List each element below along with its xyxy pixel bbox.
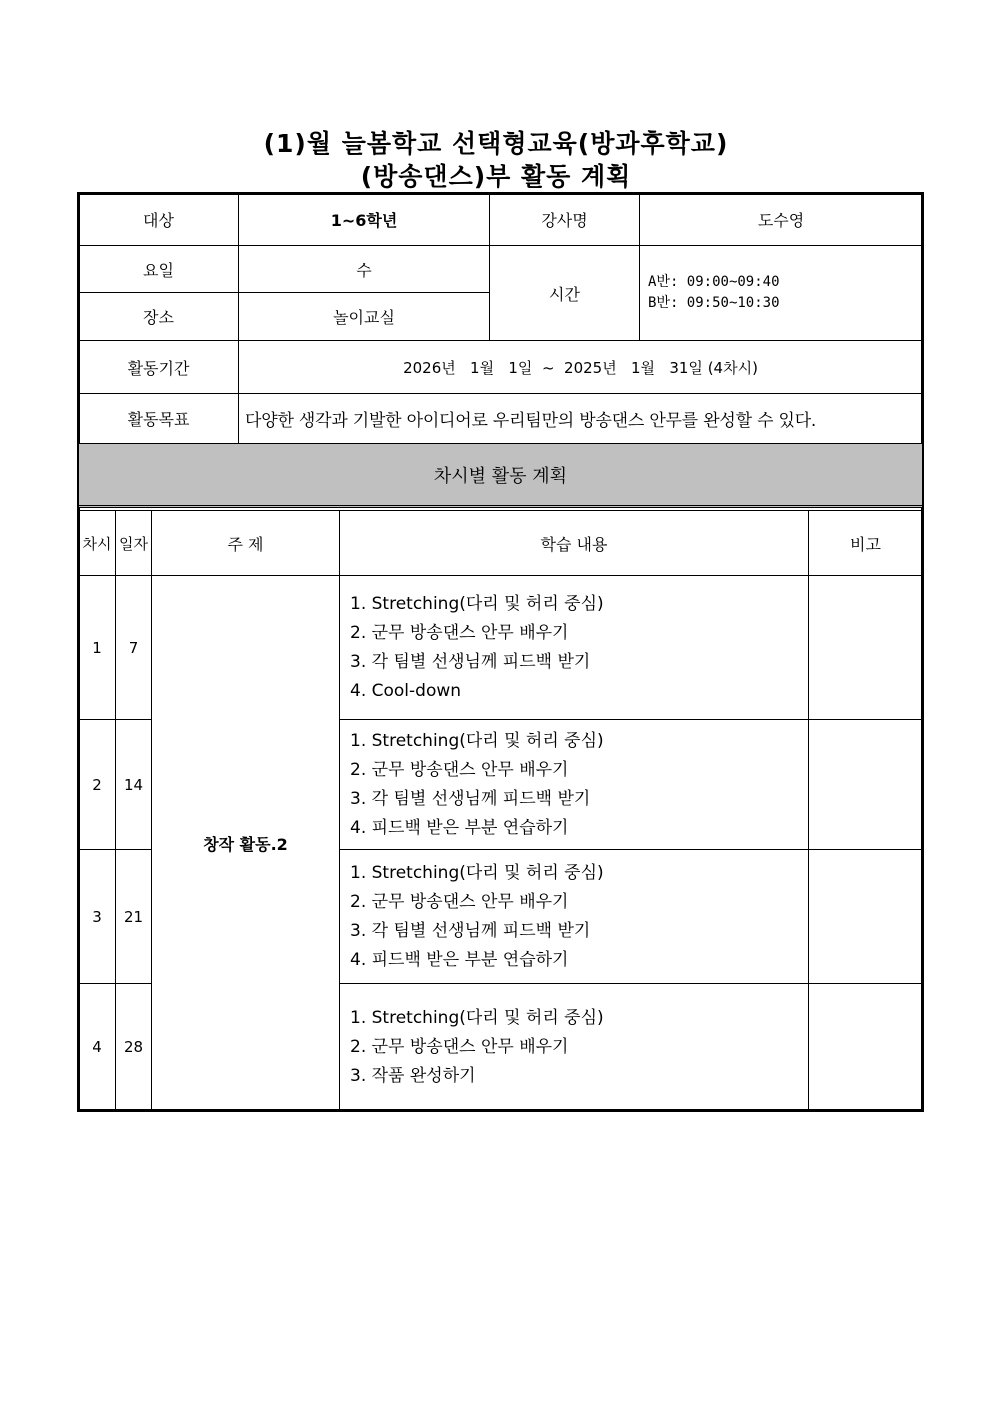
content-1 — [339, 575, 809, 720]
date-4: 28 — [115, 983, 152, 1111]
content-3 — [339, 849, 809, 984]
day-label: 요일 — [78, 245, 239, 293]
instructor-value: 도수영 — [639, 193, 923, 246]
content-item: 4. 피드백 받은 부분 연습하기 — [350, 949, 569, 970]
header-topic: 주 제 — [151, 510, 340, 576]
topic-cell: 창작 활동.2 — [151, 575, 340, 1111]
content-item: 1. Stretching(다리 및 허리 중심) — [350, 862, 604, 883]
content-item: 3. 각 팀별 선생님께 피드백 받기 — [350, 651, 591, 672]
content-2 — [339, 719, 809, 850]
header-content: 학습 내용 — [339, 510, 809, 576]
date-2: 14 — [115, 719, 152, 850]
note-3 — [808, 849, 923, 984]
session-2: 2 — [78, 719, 116, 850]
day-value: 수 — [238, 245, 490, 293]
content-item: 4. Cool-down — [350, 680, 462, 701]
period-value: 2026년 1월 1일 ~ 2025년 1월 31일 (4차시) — [238, 340, 923, 394]
document-title-line2: (방송댄스)부 활동 계획 — [360, 162, 632, 191]
content-4 — [339, 983, 809, 1111]
note-1 — [808, 575, 923, 720]
content-item: 4. 피드백 받은 부분 연습하기 — [350, 817, 569, 838]
period-label: 활동기간 — [78, 340, 239, 394]
session-4: 4 — [78, 983, 116, 1111]
target-label: 대상 — [78, 193, 239, 246]
time-class-b: B반: 09:50~10:30 — [648, 295, 780, 311]
instructor-label: 강사명 — [489, 193, 640, 246]
session-1: 1 — [78, 575, 116, 720]
section-title: 차시별 활동 계획 — [78, 443, 923, 508]
place-label: 장소 — [78, 292, 239, 341]
time-value — [639, 245, 923, 341]
header-session: 차시 — [78, 510, 116, 576]
content-item: 1. Stretching(다리 및 허리 중심) — [350, 730, 604, 751]
date-1: 7 — [115, 575, 152, 720]
note-4 — [808, 983, 923, 1111]
content-item: 3. 작품 완성하기 — [350, 1065, 476, 1086]
content-item: 2. 군무 방송댄스 안무 배우기 — [350, 1036, 569, 1057]
content-item: 3. 각 팀별 선생님께 피드백 받기 — [350, 788, 591, 809]
document-title-line1: (1)월 늘봄학교 선택형교육(방과후학교) — [263, 129, 729, 158]
content-item: 1. Stretching(다리 및 허리 중심) — [350, 1007, 604, 1028]
content-item: 1. Stretching(다리 및 허리 중심) — [350, 593, 604, 614]
goal-label: 활동목표 — [78, 393, 239, 444]
place-value: 놀이교실 — [238, 292, 490, 341]
note-2 — [808, 719, 923, 850]
content-item: 2. 군무 방송댄스 안무 배우기 — [350, 891, 569, 912]
date-3: 21 — [115, 849, 152, 984]
session-3: 3 — [78, 849, 116, 984]
content-item: 2. 군무 방송댄스 안무 배우기 — [350, 759, 569, 780]
time-label: 시간 — [489, 245, 640, 341]
target-value: 1~6학년 — [238, 193, 490, 246]
content-item: 2. 군무 방송댄스 안무 배우기 — [350, 622, 569, 643]
header-note: 비고 — [808, 510, 923, 576]
content-item: 3. 각 팀별 선생님께 피드백 받기 — [350, 920, 591, 941]
time-class-a: A반: 09:00~09:40 — [648, 274, 780, 290]
header-date: 일자 — [115, 510, 152, 576]
goal-value: 다양한 생각과 기발한 아이디어로 우리팀만의 방송댄스 안무를 완성할 수 있다. — [238, 393, 923, 444]
